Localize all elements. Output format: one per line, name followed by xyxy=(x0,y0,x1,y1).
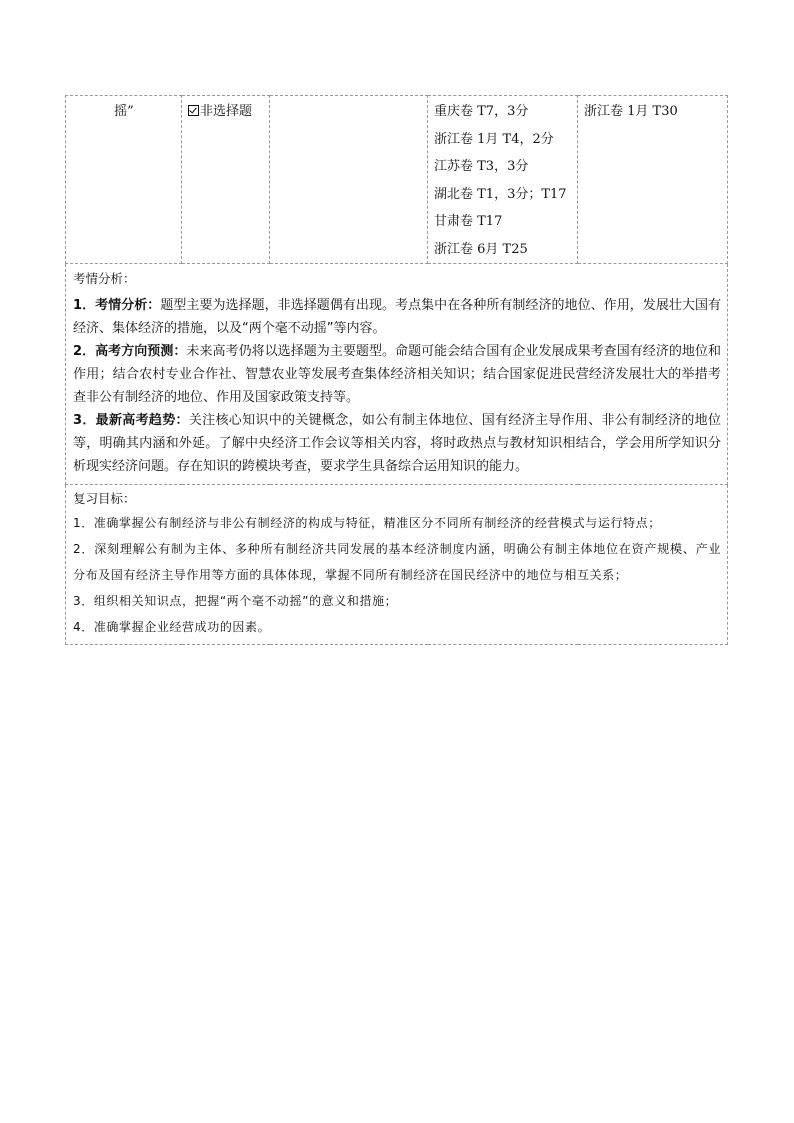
list-item: 江苏卷 T3，3分 xyxy=(434,159,529,174)
list-item: 浙江卷 1月 T4，2分 xyxy=(434,131,554,147)
analysis-label: 3．最新高考趋势： xyxy=(73,413,189,428)
exam-table xyxy=(65,95,728,645)
analysis-paragraph xyxy=(73,409,721,478)
topic-text: 摇” xyxy=(114,104,134,119)
analysis-label: 2．高考方向预测： xyxy=(73,344,187,359)
exam-list xyxy=(434,98,572,263)
table-cell-other-exam xyxy=(578,96,728,264)
question-type-label: 非选择题 xyxy=(200,104,253,119)
table-row xyxy=(66,96,728,264)
goal-item: 2．深刻理解公有制为主体、多种所有制经济共同发展的基本经济制度内涵，明确公有制主体地位在资产规模、产业分布及国有经济主导作用等方面的具体体现，掌握不同所有制经济在国民经济中的地位与相互关系； xyxy=(73,542,721,582)
goals-heading: 复习目标： xyxy=(73,491,136,506)
analysis-text: 关注核心知识中的关键概念，如公有制主体地位、国有经济主导作用、非公有制经济的地位等，明确其内涵和外延。了解中央经济工作会议等相关内容，将时政热点与教材知识相结合，学会用所学知识分析现实经济问题。存在知识的跨模块考查，要求学生具备综合运用知识的能力。 xyxy=(73,413,721,474)
table-cell-empty xyxy=(270,96,428,264)
goal-item: 3．组织相关知识点，把握“两个毫不动摇”的意义和措施； xyxy=(73,594,398,608)
goal-item: 1．准确掌握公有制经济与非公有制经济的构成与特征，精准区分不同所有制经济的经营模式与运行特点； xyxy=(73,516,661,530)
analysis-label: 1．考情分析： xyxy=(73,298,161,313)
analysis-heading: 考情分析： xyxy=(73,271,136,286)
analysis-cell xyxy=(66,264,728,485)
table-cell-exam-list xyxy=(428,96,578,264)
analysis-paragraph xyxy=(73,340,721,409)
table-row xyxy=(66,485,728,645)
list-item: 重庆卷 T7，3分 xyxy=(434,104,529,119)
table-row xyxy=(66,264,728,485)
goal-item: 4．准确掌握企业经营成功的因素。 xyxy=(73,620,271,634)
goals-cell xyxy=(66,485,728,645)
list-item: 甘肃卷 T17 xyxy=(434,214,503,229)
analysis-text: 未来高考仍将以选择题为主要题型。命题可能会结合国有企业发展成果考查国有经济的地位和作用；结合农村专业合作社、智慧农业等发展考查集体经济相关知识；结合国家促进民营经济发展壮大的举措考查非公有制经济的地位、作用及国家政策支持等。 xyxy=(73,344,721,405)
table-cell-question-type xyxy=(182,96,270,264)
analysis-text: 题型主要为选择题，非选择题偶有出现。考点集中在各种所有制经济的地位、作用，发展壮大国有经济、集体经济的措施，以及“两个毫不动摇”等内容。 xyxy=(73,298,721,336)
analysis-paragraph xyxy=(73,294,721,340)
empty-cell-text xyxy=(270,96,427,98)
checkbox-checked-icon xyxy=(188,105,199,116)
other-exam-text: 浙江卷 1月 T30 xyxy=(584,104,678,119)
table-cell-topic xyxy=(66,96,182,264)
list-item: 湖北卷 T1，3分；T17 xyxy=(434,186,567,202)
list-item: 浙江卷 6月 T25 xyxy=(434,241,528,257)
